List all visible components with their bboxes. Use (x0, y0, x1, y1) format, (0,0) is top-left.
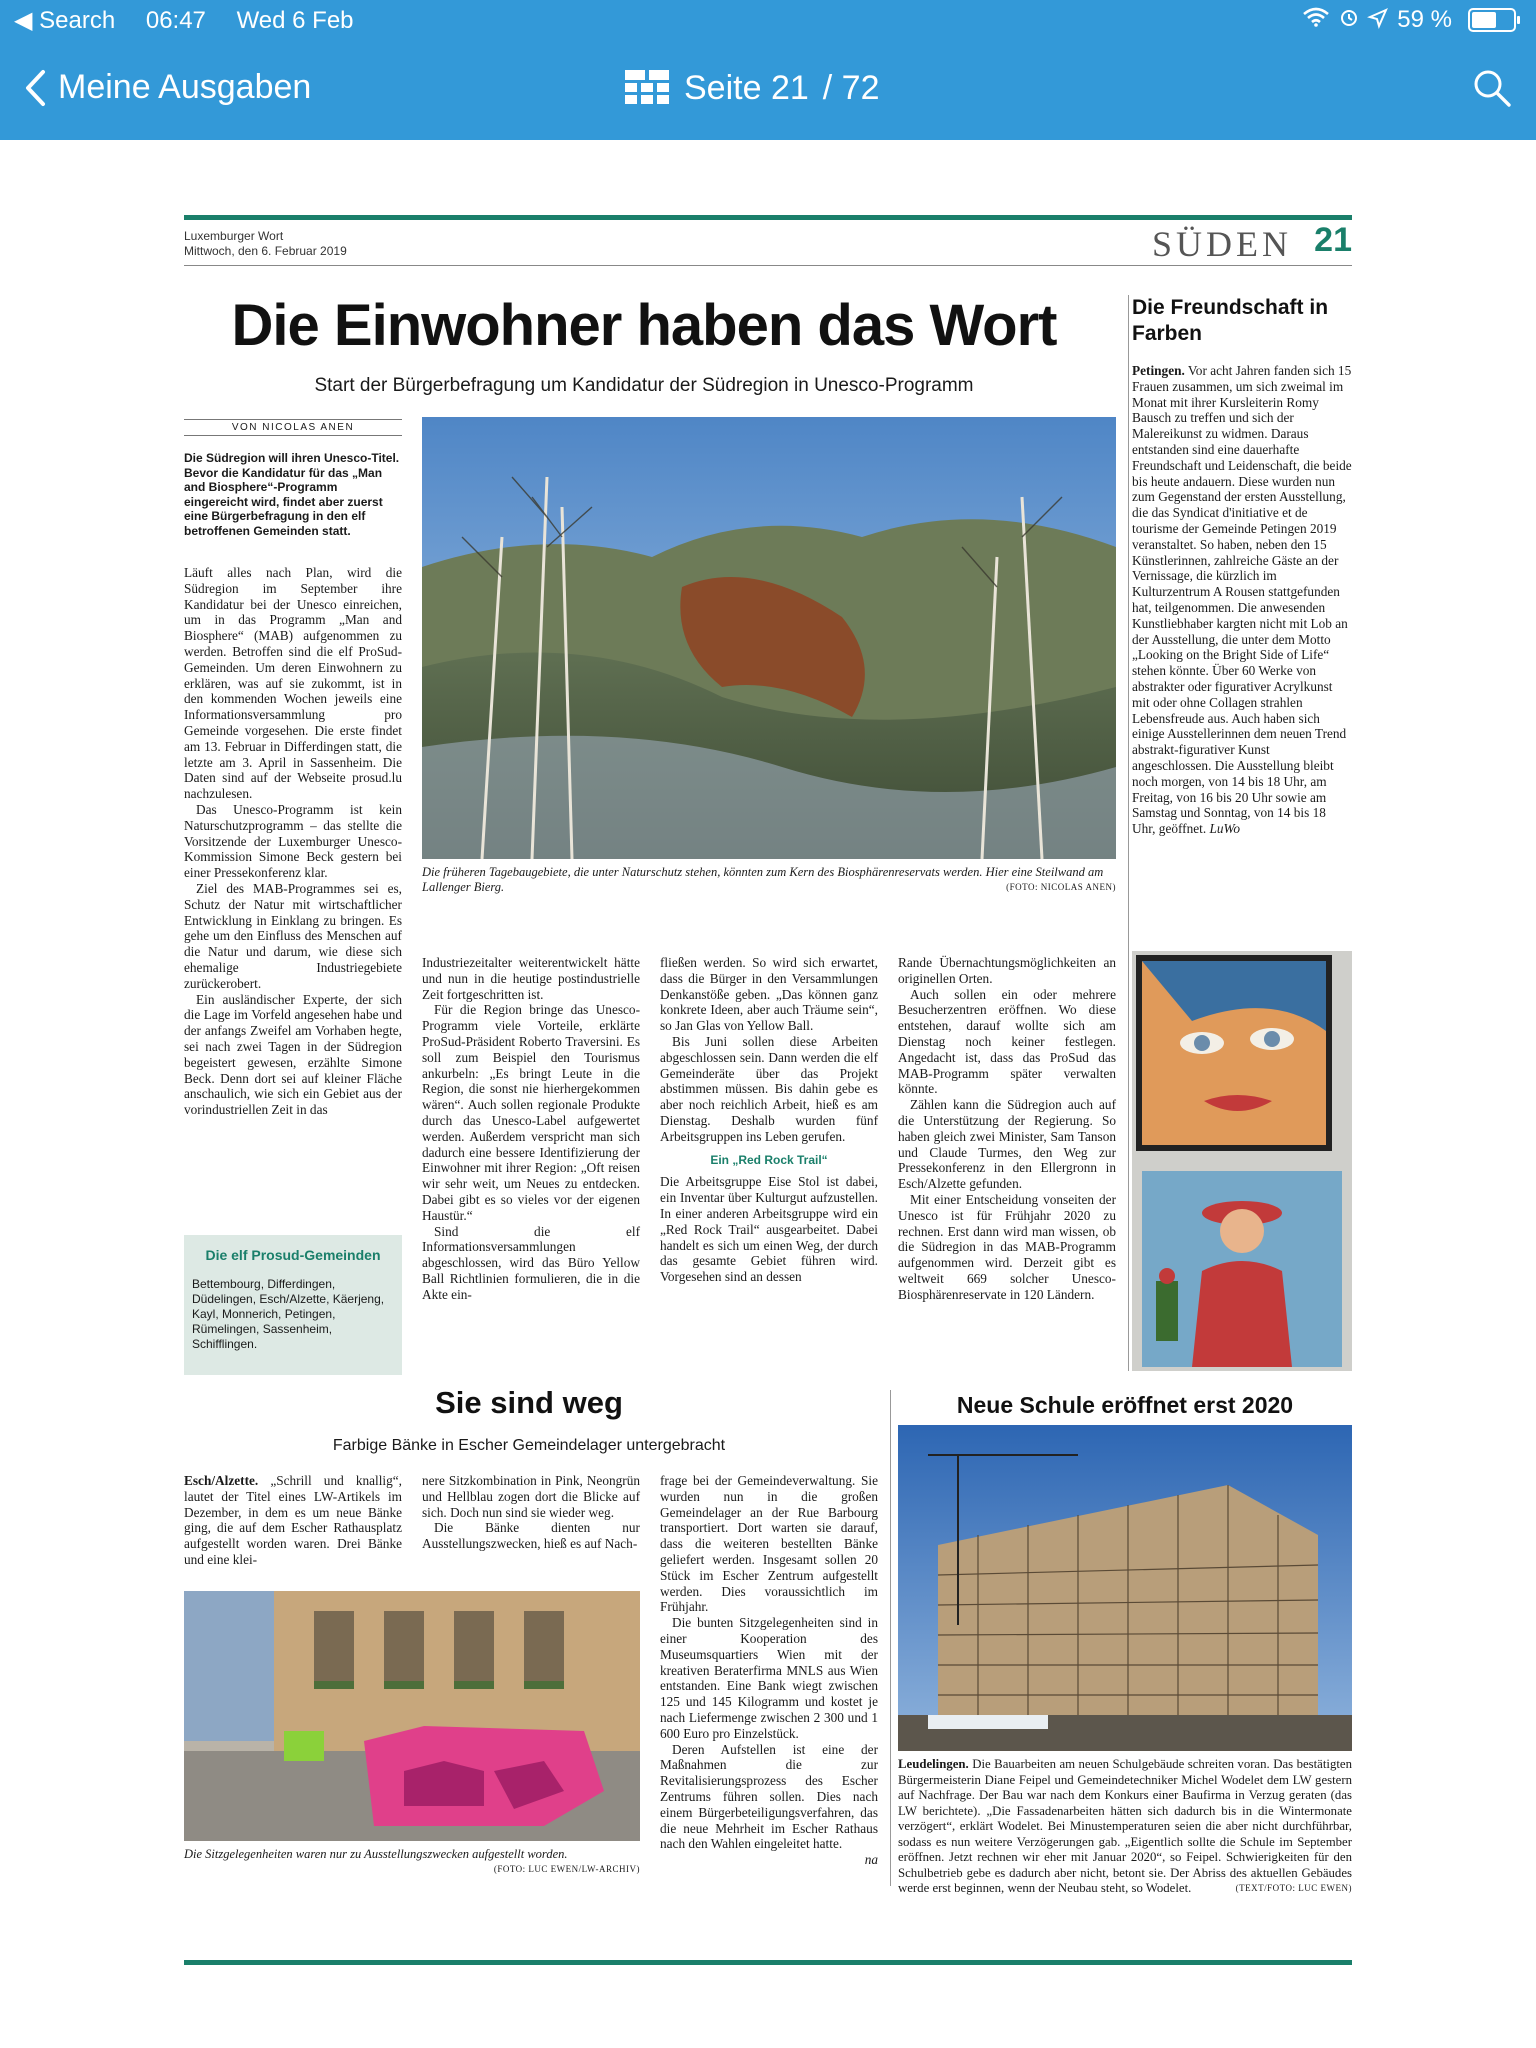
benches-column-1 (184, 1473, 402, 1573)
paintings-photo (1132, 951, 1352, 1371)
page-grid-icon[interactable] (624, 68, 670, 108)
top-rule (184, 215, 1352, 220)
masthead-divider (184, 265, 1352, 266)
sidebar-divider (1128, 295, 1129, 1371)
back-to-app-link[interactable]: ◀ Search (14, 7, 116, 34)
masthead-left (184, 229, 347, 259)
bottom-divider (890, 1390, 891, 1886)
paragraph: Ein ausländischer Experte, der sich die Lage im Vorfeld angesehen habe und der anfangs Zweifel am Vorhaben hegte, sei nach zwei Tagen in der Südregion begeistert gewesen, erzählte Simone Beck. Denn dort sei auf kleiner Fläche anschaulich, wie sich ein Gebiet aus der vorindustriellen Zeit in das (184, 991, 402, 1118)
paragraph: Die Arbeitsgruppe Eise Stol ist dabei, ein Inventar über Kulturgut aufzustellen. In einer anderen Arbeitsgruppe wird ein „Red Rock Trail“ ausgearbeitet. Dabei handelt es sich um einen Weg, der durch das gesamte Gebiet führen wird. Vorgesehen sind an dessen (660, 1174, 878, 1285)
paragraph: Für die Region bringe das Unesco-Programm viele Vorteile, erklärte ProSud-Präsident Roberto Traversini. Es soll zum Beispiel den Tourismus ankurbeln: „Es bringt Leute in die Region, die sonst nie hierhergekommen wären“. Auch sollen regionale Produkte durch das Unesco-Label aufgewertet werden. Außerdem verspricht man sich dadurch eine bessere Identifizierung der Einwohner mit ihrer Region: „Oft reisen wir sehr weit, um Neues zu entdecken. Dabei gibt es so vieles vor der eigenen Haustür.“ (422, 1002, 640, 1223)
pink-bench-image (184, 1591, 640, 1841)
lead-photo (422, 417, 1116, 859)
paragraph: frage bei der Gemeindeverwaltung. Sie wurden nun in die großen Gemeindelager an der Rue Barbourg transportiert. Dort warten sie darauf, dass die weiteren bestellten Bänke geliefert werden. Insgesamt sollen 20 Stück im Escher Zentrum aufgestellt werden. Dies voraussichtlich im Frühjahr. (660, 1473, 878, 1615)
paragraph: Läuft alles nach Plan, wird die Südregion im September ihre Kandidatur bei der Unesco einreichen, um in das Programm „Man and Biosphere“ (MAB) aufgenommen zu werden. Betroffen sind die elf ProSud-Gemeinden. Um deren Einwohnern zu erklären, was auf sie zukommt, ist in den kommenden Wochen jeweils eine Informationsversammlung pro Gemeinde vorgesehen. Die erste findet am 13. Februar in Differdingen statt, die letzte am 3. April in Sassenheim. Die Daten sind auf der Webseite prosud.lu nachzulesen. (184, 565, 402, 802)
paragraph: Bis Juni sollen diese Arbeiten abgeschlossen sein. Dann werden die elf Gemeinderäte über das Projekt abstimmen müssen. Bis dahin gebe es aber noch reichlich Arbeit, hieß es am Dienstag. Deshalb wurden fünf Arbeitsgruppen ins Leben gerufen. (660, 1033, 878, 1144)
benches-col1-text: „Schrill und knallig“, lautet der Titel eines LW-Artikels im Dezember, in dem es um neue Bänke ging, die auf dem Escher Rathausplatz aufgestellt worden waren. Drei Bänke und eine klei- (184, 1473, 402, 1567)
sidebar-sign: LuWo (1209, 821, 1241, 837)
page-indicator[interactable] (624, 68, 879, 108)
paragraph: Das Unesco-Programm ist kein Naturschutzprogramm – das stellte die Vorsitzende der Luxemburger Unesco-Kommission Simone Beck gestern bei einer Pressekonferenz klar. (184, 801, 402, 881)
lead-headline: Die Einwohner haben das Wort (231, 293, 1057, 358)
alarm-icon (1339, 6, 1359, 34)
section-name: SÜDEN (1151, 224, 1292, 264)
lead-column-3 (660, 955, 878, 1367)
location-icon (1369, 6, 1387, 34)
paragraph: Deren Aufstellen ist eine der Maßnahmen die zur Revitalisierungsprozess des Escher Zentrums führen sollen. Dies nach einem Bürgerbeteiligungsverfahren, das die neue Mehrheit im Escher Rathaus nach den Wahlen eingeleitet hatte. (660, 1741, 878, 1852)
lead-intro: Die Südregion will ihren Unesco-Titel. Bevor die Kandidatur für das „Man and Biosphere“-Programm eingereicht wird, findet aber zuerst eine Bürgerbefragung in den elf betroffenen Gemeinden statt. (184, 451, 400, 538)
current-page: Seite 21 (684, 68, 809, 107)
lead-subheading: Ein „Red Rock Trail“ (710, 1152, 828, 1167)
paragraph: Sind die elf Informationsversammlungen abgeschlossen, wird das Büro Yellow Ball Richtlinien formulieren, die in die Akte ein- (422, 1223, 640, 1302)
back-button-label: Meine Ausgaben (58, 68, 312, 106)
battery-icon (1468, 8, 1516, 32)
benches-headline: Sie sind weg (435, 1385, 623, 1420)
chevron-left-icon (24, 69, 46, 107)
school-credit: (TEXT/FOTO: LUC EWEN) (1235, 1883, 1352, 1893)
school-photo (898, 1425, 1352, 1751)
lead-subhead: Start der Bürgerbefragung um Kandidatur der Südregion in Unesco-Programm (314, 375, 974, 396)
sidebar-headline: Die Freundschaft in Farben (1132, 296, 1329, 345)
search-button[interactable] (1472, 68, 1512, 117)
byline: VON NICOLAS ANEN (184, 419, 402, 436)
lead-photo-caption (422, 865, 1116, 895)
sidebar-text (1132, 363, 1352, 943)
app-toolbar (0, 0, 1536, 140)
benches-sign: na (864, 1852, 878, 1868)
lead-column-4 (898, 955, 1116, 1367)
wifi-icon (1303, 6, 1329, 34)
caption-text: Die Sitzgelegenheiten waren nur zu Ausstellungszwecken aufgestellt worden. (184, 1847, 568, 1861)
battery-percentage: 59 % (1397, 6, 1452, 33)
total-pages: / 72 (822, 68, 880, 107)
page-number: 21 (1314, 221, 1352, 259)
paragraph: Zählen kann die Südregion auch auf die Unterstützung der Regierung. So haben gleich zwei Minister, Sam Tanson und Claude Turmes, den Weg zur Pressekonferenz in den Ellergronn in Esch/Alzette gefunden. (898, 1097, 1116, 1192)
infobox-text: Bettembourg, Differdingen, Düdelingen, Esch/Alzette, Käerjeng, Kayl, Monnerich, Petingen, Rümelingen, Sassenheim, Schifflingen. (192, 1277, 385, 1351)
benches-place: Esch/Alzette. (184, 1473, 259, 1488)
benches-subhead: Farbige Bänke in Escher Gemeindelager untergebracht (332, 1437, 726, 1454)
sidebar-body: Vor acht Jahren fanden sich 15 Frauen zusammen, um sich zweimal im Monat mit ihrer Kursleiterin Romy Bausch zu treffen und sich der Malereikunst zu widmen. Daraus entstanden sind eine dauerhafte Freundschaft und Leidenschaft, die beide bis heute andauern. Diese wurden nun zum Gegenstand der ersten Ausstellung, die das Syndicat d'initiative et de tourisme der Gemeinde Petingen 2019 veranstaltet. So haben, neben den 15 Künstlerinnen, zahlreiche Gäste an der Vernissage, die kürzlich im Kulturzentrum A Rousen stattgefunden hat, teilgenommen. Die anwesenden Kunstliebhaber kargten nicht mit Lob an der Ausstellung, die unter dem Motto „Looking on the Bright Side of Life“ stehen könnte. Über 60 Werke von abstrakter oder figurativer Acrylkunst mit oder ohne Collagen strahlen Lebensfreude aus. Auch haben sich einige Ausstellerinnen dem neuen Trend abstrakt-figurativer Kunst angeschlossen. Die Ausstellung bleibt noch morgen, von 14 bis 18 Uhr, am Freitag, von 16 bis 20 Uhr sowie am Samstag und Sonntag, von 14 bis 18 Uhr, geöffnet. (1132, 363, 1352, 837)
photo-credit: (FOTO: NICOLAS ANEN) (1006, 882, 1116, 892)
photo-credit: (FOTO: LUC EWEN/LW-ARCHIV) (493, 1864, 640, 1874)
infobox-title: Die elf Prosud-Gemeinden (205, 1247, 381, 1263)
paragraph: Ziel des MAB-Programmes sei es, Schutz der Natur mit wirtschaftlicher Entwicklung in Einklang zu bringen. Es gehe um den Einfluss des Menschen auf die Natur und darum, wie diese sich ehemalige Industriegebiete zurückerobert. (184, 880, 402, 991)
paintings-image (1132, 951, 1352, 1371)
search-icon (1472, 68, 1512, 108)
back-button[interactable] (24, 68, 311, 107)
lead-column-2 (422, 955, 640, 1367)
school-place: Leudelingen. (898, 1757, 969, 1771)
paragraph: Mit einer Entscheidung vonseiten der Unesco ist für Frühjahr 2020 zu rechnen. Erst dann wird man wissen, ob die Südregion in das MAB-Programm aufgenommen wird. Derzeit gibt es weltweit 669 solcher Unesco-Biosphärenreservate in 120 Ländern. (898, 1191, 1116, 1302)
status-time: 06:47 (145, 7, 206, 34)
paragraph: fließen werden. So wird sich erwartet, dass die Bürger in den Versammlungen Denkanstöße geben. „Das können ganz konkrete Ideen, aber auch Träume sein“, so Jan Glas von Yellow Ball. (660, 955, 878, 1034)
status-bar (0, 6, 1536, 38)
paragraph: Die bunten Sitzgelegenheiten sind in einer Kooperation des Museumsquartiers Wien mit der kreativen Beraterfirma MNLS aus Wien entstanden. Eine Bank wiegt zwischen 125 und 145 Kilogramm und kostet je nach Liefermenge zwischen 2 300 und 1 600 Euro pro Einzelstück. (660, 1615, 878, 1741)
benches-caption (184, 1847, 640, 1877)
bottom-rule (184, 1960, 1352, 1965)
paper-name: Luxemburger Wort (184, 229, 284, 243)
landscape-image (422, 417, 1116, 859)
caption-text: Die früheren Tagebaugebiete, die unter Naturschutz stehen, könnten zum Kern des Biosphärenreservats werden. Hier eine Steilwand am Lallenger Bierg. (422, 865, 1104, 894)
benches-photo (184, 1591, 640, 1841)
school-text (898, 1757, 1353, 1895)
paragraph: Auch sollen ein oder mehrere Besucherzentren eröffnen. Wo diese entstehen, darauf wollte sich am Dienstag noch keiner festlegen. Angedacht ist, dass das ProSud das MAB-Programm später verwalten könnte. (898, 986, 1116, 1097)
sidebar-place: Petingen. (1132, 363, 1185, 378)
status-date: Wed 6 Feb (236, 7, 354, 34)
issue-date: Mittwoch, den 6. Februar 2019 (184, 244, 347, 258)
benches-column-3 (660, 1473, 878, 1873)
paragraph: nere Sitzkombination in Pink, Neongrün und Hellblau zogen dort die Blicke auf sich. Doch nun sind sie wieder weg. (422, 1473, 640, 1520)
school-headline: Neue Schule eröffnet erst 2020 (956, 1392, 1294, 1418)
school-body: Die Bauarbeiten am neuen Schulgebäude schreiten voran. Das bestätigten Bürgermeisterin Diane Feipel und Gemeindetechniker Michel Wodelet dem LW gestern auf Nachfrage. Der Bau war nach dem Konkurs einer Baufirma in Verzug geraten (das LW berichtete). „Die Fassadenarbeiten hätten sich dadurch bis in die Wintermonate verzögert“, erklärt Wodelet. Bei Minustemperaturen seien die aber nicht durchführbar, sodass es nun weitere Verzögerungen gab. „Eigentlich sollte die Schule im September eröffnen. Jetzt rechnen wir eher mit Januar 2020“, so Feipel. Schwierigkeiten für den Schulbetrieb gebe es dadurch aber nicht, betont sie. Der Abriss des aktuellen Gebäudes werde erst beginnen, wenn der Neubau steht, so Wodelet. (898, 1757, 1353, 1895)
paragraph: Die Bänke dienten nur Ausstellungszwecken, hieß es auf Nach- (422, 1520, 640, 1552)
paragraph: Rande Übernachtungsmöglichkeiten an originellen Orten. (898, 955, 1116, 986)
infobox (184, 1235, 402, 1375)
construction-site-image (898, 1425, 1352, 1751)
paragraph: Industriezeitalter weiterentwickelt hätte und nun in die heutige postindustrielle Zeit fortgeschritten ist. (422, 955, 640, 1002)
benches-column-2 (422, 1473, 640, 1573)
